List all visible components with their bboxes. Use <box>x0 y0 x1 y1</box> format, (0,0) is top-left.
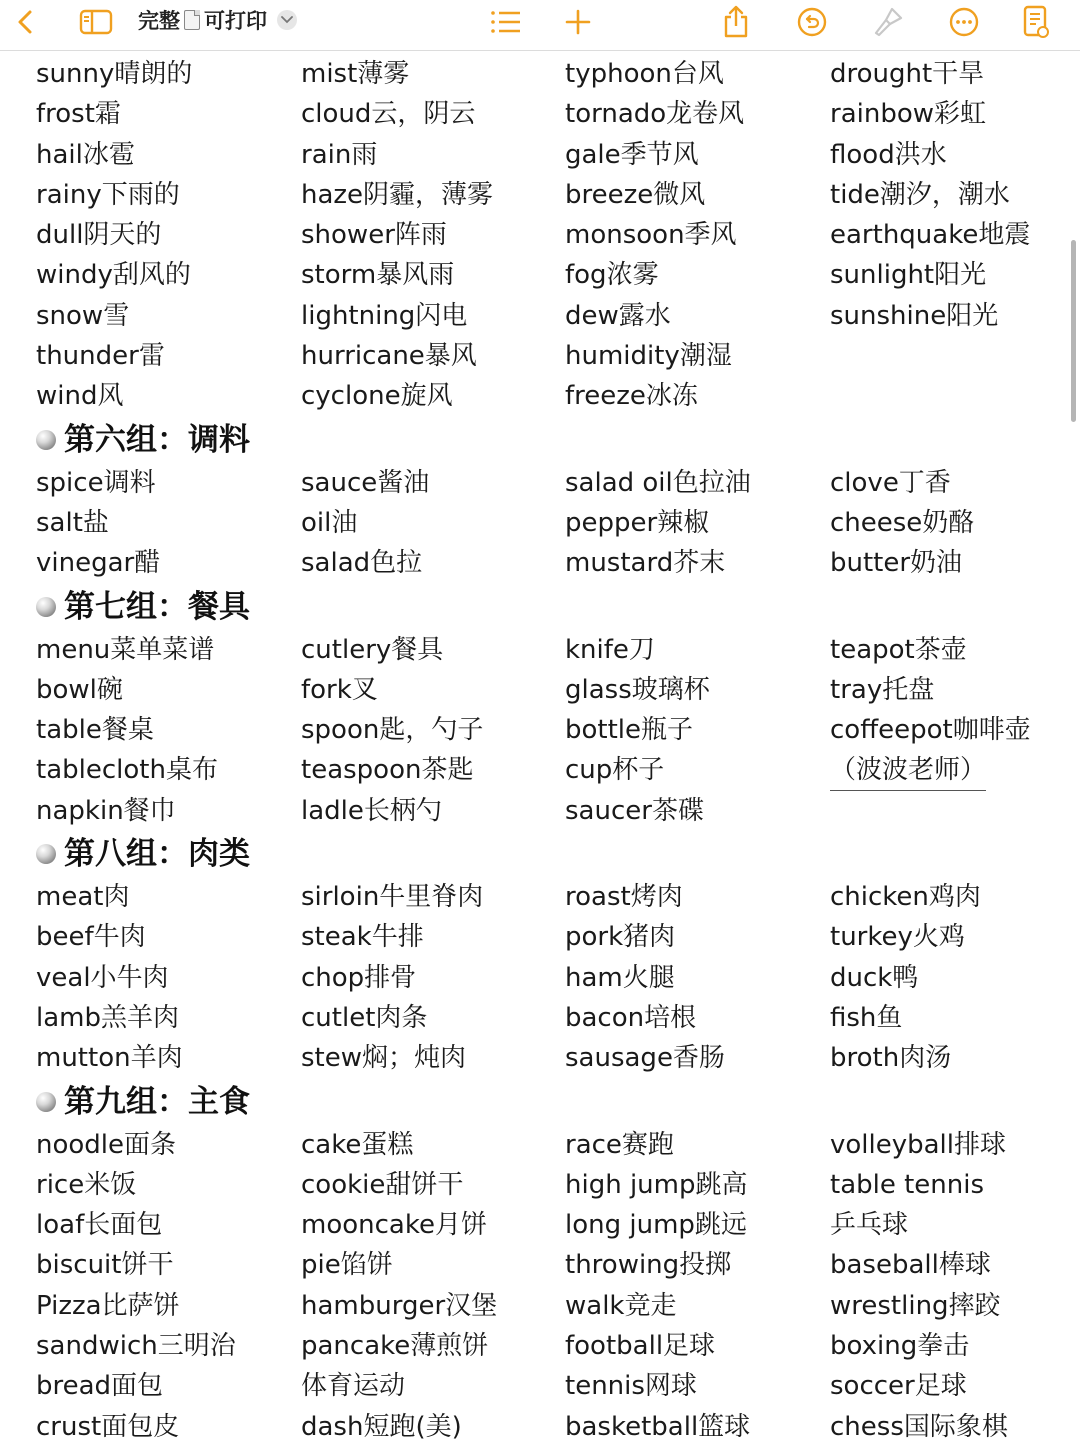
vocab-entry: throwing投掷 <box>565 1250 732 1281</box>
vocab-entry: soccer足球 <box>830 1371 967 1402</box>
vocab-entry: cutlery餐具 <box>301 634 444 665</box>
bullet-icon <box>36 597 56 617</box>
vocab-entry: flood洪水 <box>830 139 947 170</box>
vocab-entry: salt盐 <box>36 507 109 538</box>
vocab-entry: wind风 <box>36 381 124 412</box>
vocab-entry: thunder雷 <box>36 341 165 372</box>
vocab-entry: ladle长柄勺 <box>301 795 442 826</box>
word-row <box>0 791 1080 831</box>
vocab-entry: gale季节风 <box>565 139 699 170</box>
vocab-entry: roast烤肉 <box>565 882 683 913</box>
word-row <box>0 376 1080 416</box>
word-row <box>0 1326 1080 1366</box>
section-heading <box>0 417 1080 463</box>
vocab-entry: coffeepot咖啡壶 <box>830 715 1031 746</box>
scrollbar[interactable] <box>1071 240 1076 422</box>
vocab-entry: cloud云，阴云 <box>301 99 476 130</box>
vocab-entry: chop排骨 <box>301 962 417 993</box>
section-heading <box>0 584 1080 630</box>
word-row <box>0 503 1080 543</box>
vocab-entry: boxing拳击 <box>830 1331 970 1362</box>
vocab-entry: saucer茶碟 <box>565 795 704 826</box>
vocab-entry: rainbow彩虹 <box>830 99 987 130</box>
back-icon[interactable] <box>6 2 46 42</box>
vocab-entry: mustard芥末 <box>565 548 726 579</box>
word-row <box>0 175 1080 215</box>
section-heading <box>0 1079 1080 1125</box>
section-heading-text: 第六组：调料 <box>64 421 250 458</box>
word-row <box>0 1245 1080 1285</box>
document-settings-icon[interactable] <box>1016 2 1056 42</box>
vocab-entry: sunny晴朗的 <box>36 59 193 89</box>
vocab-entry: pie馅饼 <box>301 1250 393 1281</box>
word-row <box>0 630 1080 670</box>
vocab-entry: 乒乓球 <box>830 1210 909 1241</box>
vocab-entry: sirloin牛里脊肉 <box>301 882 484 913</box>
vocab-entry: crust面包皮 <box>36 1411 180 1442</box>
vocab-entry: lamb羔羊肉 <box>36 1002 179 1033</box>
section-heading-text: 第九组：主食 <box>64 1083 250 1120</box>
vocab-entry: biscuit饼干 <box>36 1250 174 1281</box>
word-row <box>0 750 1080 790</box>
vocab-entry: sandwich三明治 <box>36 1331 236 1362</box>
vocab-entry: shower阵雨 <box>301 220 447 251</box>
vocab-entry: teapot茶壶 <box>830 634 967 665</box>
word-row <box>0 94 1080 134</box>
word-row <box>0 543 1080 583</box>
vocab-entry: dull阴天的 <box>36 220 162 251</box>
vocab-entry: broth肉汤 <box>830 1043 952 1074</box>
word-row <box>0 54 1080 94</box>
vocab-entry: sunshine阳光 <box>830 300 999 331</box>
bullet-icon <box>36 430 56 450</box>
vocab-entry: loaf长面包 <box>36 1210 163 1241</box>
vocab-entry: windy刮风的 <box>36 260 191 291</box>
vocab-entry: pork猪肉 <box>565 922 676 953</box>
document-title-text: 完整 <box>138 9 180 33</box>
vocab-entry: cookie甜饼干 <box>301 1169 464 1200</box>
word-row <box>0 1165 1080 1205</box>
vocab-entry: tornado龙卷风 <box>565 99 745 130</box>
vocab-entry: beef牛肉 <box>36 922 146 953</box>
vocab-entry: fork叉 <box>301 674 378 705</box>
vocab-entry: ham火腿 <box>565 962 675 993</box>
vocab-entry: earthquake地震 <box>830 220 1031 251</box>
vocab-entry: table餐桌 <box>36 715 154 746</box>
vocab-entry: drought干旱 <box>830 59 985 89</box>
vocab-entry: veal小牛肉 <box>36 962 169 993</box>
vocab-entry: volleyball排球 <box>830 1129 1007 1160</box>
vocab-entry: tide潮汐，潮水 <box>830 179 1010 210</box>
vocab-entry: wrestling摔跤 <box>830 1290 1001 1321</box>
word-row <box>0 998 1080 1038</box>
section-heading-text: 第七组：餐具 <box>64 588 250 625</box>
plus-icon[interactable] <box>558 2 598 42</box>
vocab-entry: race赛跑 <box>565 1129 674 1160</box>
vocab-entry: cheese奶酪 <box>830 507 975 538</box>
vocab-entry: teaspoon茶匙 <box>301 755 474 786</box>
word-row <box>0 710 1080 750</box>
vocab-entry: duck鸭 <box>830 962 919 993</box>
word-row <box>0 1205 1080 1245</box>
vocab-entry: monsoon季风 <box>565 220 737 251</box>
vocab-entry: turkey火鸡 <box>830 922 965 953</box>
vocab-entry: oil油 <box>301 507 358 538</box>
vocab-entry: table tennis <box>830 1169 985 1200</box>
vocab-entry: chess国际象棋 <box>830 1411 1008 1442</box>
vocab-entry: basketball篮球 <box>565 1411 751 1442</box>
word-row <box>0 135 1080 175</box>
more-icon[interactable] <box>944 2 984 42</box>
word-row <box>0 1038 1080 1078</box>
vocab-entry: menu菜单菜谱 <box>36 634 215 665</box>
bullet-icon <box>36 844 56 864</box>
chevron-down-icon[interactable] <box>277 10 297 30</box>
vocab-entry: bowl碗 <box>36 674 123 705</box>
vocab-entry: napkin餐巾 <box>36 795 176 826</box>
vocab-entry: cutlet肉条 <box>301 1002 428 1033</box>
list-icon[interactable] <box>486 2 526 42</box>
word-row <box>0 463 1080 503</box>
vocab-entry: sausage香肠 <box>565 1043 725 1074</box>
vocab-entry: hamburger汉堡 <box>301 1290 498 1321</box>
word-row <box>0 296 1080 336</box>
vocab-entry: bacon培根 <box>565 1002 697 1033</box>
vocab-entry: hurricane暴风 <box>301 341 477 372</box>
vocab-entry: （波波老师） <box>830 750 986 791</box>
vocab-entry: fog浓雾 <box>565 260 659 291</box>
brush-icon[interactable] <box>868 2 908 42</box>
vocab-entry: mutton羊肉 <box>36 1043 183 1074</box>
word-row <box>0 215 1080 255</box>
vocab-entry: knife刀 <box>565 634 655 665</box>
vocab-entry: high jump跳高 <box>565 1169 748 1200</box>
vocab-entry: cup杯子 <box>565 755 665 786</box>
vocab-entry: cyclone旋风 <box>301 381 453 412</box>
vocab-entry: baseball棒球 <box>830 1250 991 1281</box>
vocab-entry: football足球 <box>565 1331 716 1362</box>
vocab-entry: meat肉 <box>36 882 130 913</box>
vocab-entry: sunlight阳光 <box>830 260 987 291</box>
vocab-entry: breeze微风 <box>565 179 706 210</box>
vocab-entry: humidity潮湿 <box>565 341 732 372</box>
section-heading <box>0 831 1080 877</box>
word-row <box>0 917 1080 957</box>
toolbar <box>0 0 1080 51</box>
vocab-entry: mist薄雾 <box>301 59 410 89</box>
word-row <box>0 1286 1080 1326</box>
vocab-entry: spice调料 <box>36 467 156 498</box>
word-row <box>0 958 1080 998</box>
vocab-entry: vinegar醋 <box>36 548 161 579</box>
vocab-entry: storm暴风雨 <box>301 260 455 291</box>
vocab-entry: salad色拉 <box>301 548 423 579</box>
vocab-entry: salad oil色拉油 <box>565 467 751 498</box>
vocab-entry: dash短跑(美) <box>301 1411 462 1442</box>
vocab-entry: glass玻璃杯 <box>565 674 710 705</box>
vocab-entry: sauce酱油 <box>301 467 430 498</box>
vocab-entry: fish鱼 <box>830 1002 903 1033</box>
vocab-entry: tennis网球 <box>565 1371 697 1402</box>
vocab-entry: walk竞走 <box>565 1290 677 1321</box>
undo-icon[interactable] <box>792 2 832 42</box>
vocab-entry: mooncake月饼 <box>301 1210 487 1241</box>
vocab-entry: long jump跳远 <box>565 1210 747 1241</box>
vocab-entry: typhoon台风 <box>565 59 724 89</box>
vocab-entry: 体育运动 <box>301 1371 406 1402</box>
vocab-entry: frost霜 <box>36 99 121 130</box>
share-icon[interactable] <box>716 2 756 42</box>
sidebar-icon[interactable] <box>76 2 116 42</box>
vocab-entry: steak牛排 <box>301 922 424 953</box>
vocab-entry: cake蛋糕 <box>301 1129 414 1160</box>
doc-icon <box>184 10 200 30</box>
word-row <box>0 1125 1080 1165</box>
word-row <box>0 877 1080 917</box>
vocab-entry: hail冰雹 <box>36 139 135 170</box>
section-heading-text: 第八组：肉类 <box>64 836 250 873</box>
vocab-entry: bottle瓶子 <box>565 715 694 746</box>
document-title[interactable] <box>138 5 297 35</box>
word-row <box>0 336 1080 376</box>
vocab-entry: chicken鸡肉 <box>830 882 981 913</box>
vocab-entry: dew露水 <box>565 300 671 331</box>
word-row <box>0 255 1080 295</box>
vocab-entry: rainy下雨的 <box>36 179 180 210</box>
vocab-entry: snow雪 <box>36 300 130 331</box>
vocab-entry: rice米饭 <box>36 1169 137 1200</box>
word-row <box>0 670 1080 710</box>
vocab-entry: pancake薄煎饼 <box>301 1331 489 1362</box>
word-row <box>0 1366 1080 1406</box>
bullet-icon <box>36 1092 56 1112</box>
vocab-entry: butter奶油 <box>830 548 963 579</box>
vocab-entry: tablecloth桌布 <box>36 755 218 786</box>
vocab-entry: rain雨 <box>301 139 378 170</box>
document-subtitle-text: 可打印 <box>204 9 267 33</box>
document-body <box>0 54 1080 1447</box>
vocab-entry: bread面包 <box>36 1371 164 1402</box>
vocab-entry: haze阴霾，薄雾 <box>301 179 494 210</box>
vocab-entry: tray托盘 <box>830 674 935 705</box>
vocab-entry: pepper辣椒 <box>565 507 710 538</box>
vocab-entry: noodle面条 <box>36 1129 177 1160</box>
vocab-entry: stew焖；炖肉 <box>301 1043 467 1074</box>
vocab-entry: Pizza比萨饼 <box>36 1290 180 1321</box>
vocab-entry: clove丁香 <box>830 467 951 498</box>
vocab-entry: spoon匙，勺子 <box>301 715 484 746</box>
vocab-entry: freeze冰冻 <box>565 381 698 412</box>
vocab-entry: lightning闪电 <box>301 300 468 331</box>
